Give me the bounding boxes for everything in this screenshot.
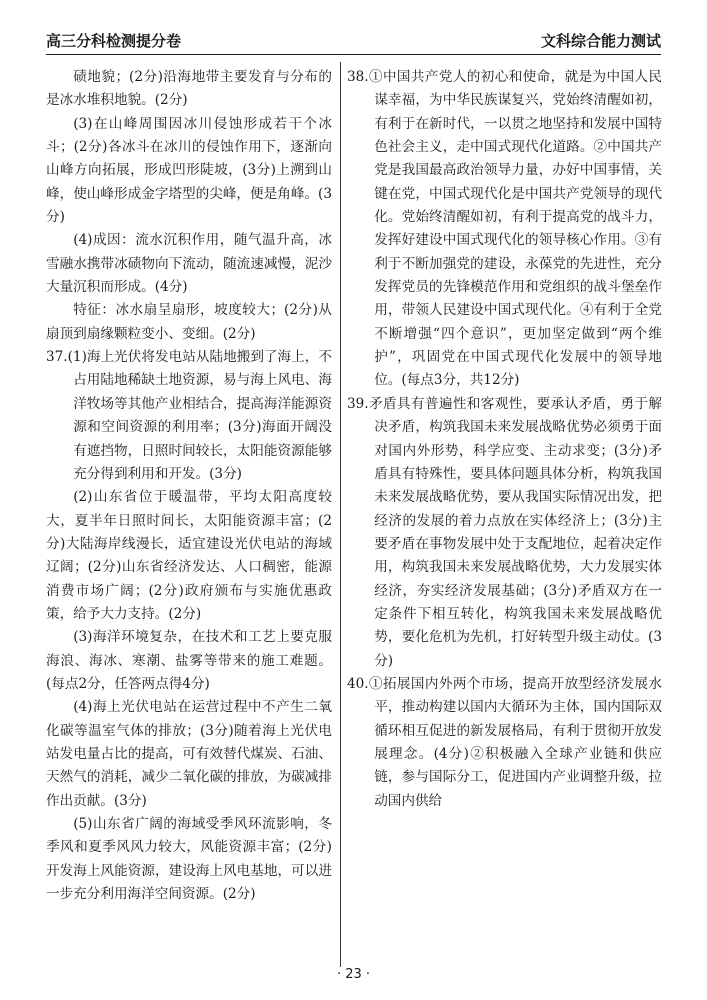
left-column xyxy=(46,66,332,906)
answer-37-2: (2)山东省位于暖温带，平均太阳高度较大，夏半年日照时间长，太阳能资源丰富；(2分)大陆海岸线漫长，适宜建设光伏电站的海域辽阔；(2分)山东省经济发达、人口稠密，能源消费市场广阔；(2分)政府颁布与实施优惠政策，给予大力支持。(2分) xyxy=(46,489,332,622)
page-header xyxy=(46,30,661,55)
column-divider xyxy=(340,62,341,967)
header-right-title: 文科综合能力测试 xyxy=(540,32,661,50)
answer-37-5: (5)山东省广阔的海域受季风环流影响，冬季风和夏季风风力较大，风能资源丰富；(2分)开发海上风能资源，建设海上风电基地，可以进一步充分利用海洋空间资源。(2分) xyxy=(46,816,332,903)
answer-36-2-end: 碛地貌；(2分)沿海地带主要发育与分布的是冰水堆积地貌。(2分) xyxy=(46,69,332,109)
answer-37-1: 37.(1)海上光伏将发电站从陆地搬到了海上，不占用陆地稀缺土地资源，易与海上风电、海洋牧场等其他产业相结合，提高海洋能源资源和空间资源的利用率；(3分)海面开阔没有遮挡物，日照时间较长，太阳能资源能够充分得到利用和开发。(3分) xyxy=(46,349,332,482)
page-number: · 23 · xyxy=(336,967,371,982)
header-left-title: 高三分科检测提分卷 xyxy=(46,32,182,50)
right-column xyxy=(347,66,662,813)
answer-40: 40.①拓展国内外两个市场，提高开放型经济发展水平，推动构建以国内大循环为主体，国内国际双循环相互促进的新发展格局，有利于贯彻开放发展理念。(4分)②积极融入全球产业链和供应链，参与国际分工，促进国内产业调整升级，拉动国内供给 xyxy=(347,675,662,809)
answer-36-3: (3)在山峰周围因冰川侵蚀形成若干个冰斗；(2分)各冰斗在冰川的侵蚀作用下，逐渐向山峰方向拓展，形成凹形陡坡，(3分)上溯到山峰，使山峰形成金字塔型的尖峰，便是角峰。(3分) xyxy=(46,115,332,226)
answer-39: 39.矛盾具有普遍性和客观性，要承认矛盾，勇于解决矛盾，构筑我国未来发展战略优势必须勇于面对国内外形势，科学应变、主动求变；(3分)矛盾具有特殊性，要具体问题具体分析，构筑我国未来发展战略优势，要从我国实际情况出发，把经济的发展的着力点放在实体经济上；(3分)主要矛盾在事物发展中处于支配地位，起着决定作用，构筑我国未来发展战略优势，大力发展实体经济，夯实经济发展基础；(3分)矛盾双方在一定条件下相互转化，构筑我国未来发展战略优势，要化危机为先机，打好转型升级主动仗。(3分) xyxy=(347,395,662,669)
answer-36-4: (4)成因：流水沉积作用，随气温升高，冰雪融水携带冰碛物向下流动，随流速减慢，泥沙大量沉积而形成。(4分) xyxy=(46,232,332,296)
answer-37-3: (3)海洋环境复杂，在技术和工艺上要克服海浪、海冰、寒潮、盐雾等带来的施工难题。(每点2分，任答两点得4分) xyxy=(46,629,332,692)
answer-38: 38.①中国共产党人的初心和使命，就是为中国人民谋幸福，为中华民族谋复兴，党始终清醒如初，有利于在新时代，一以贯之地坚持和发展中国特色社会主义，走中国式现代化道路。②中国共产党是我国最高政治领导力量，办好中国事情，关键在党，中国式现代化是中国共产党领导的现代化。党始终清醒如初，有利于提高党的战斗力，发挥好建设中国式现代化的领导核心作用。③有利于不断加强党的建设，永葆党的先进性，充分发挥党员的先锋模范作用和党组织的战斗堡垒作用，带领人民建设中国式现代化。④有利于全党不断增强“四个意识”，更加坚定做到“两个维护”，巩固党在中国式现代化发展中的领导地位。(每点3分，共12分) xyxy=(347,69,662,389)
answer-36-4-feature: 特征：冰水扇呈扇形，坡度较大；(2分)从扇顶到扇缘颗粒变小、变细。(2分) xyxy=(46,302,332,342)
answer-37-4: (4)海上光伏电站在运营过程中不产生二氧化碳等温室气体的排放；(3分)随着海上光伏电站发电量占比的提高，可有效替代煤炭、石油、天然气的消耗，减少二氧化碳的排放，为碳减排作出贡献。(3分) xyxy=(46,699,332,809)
